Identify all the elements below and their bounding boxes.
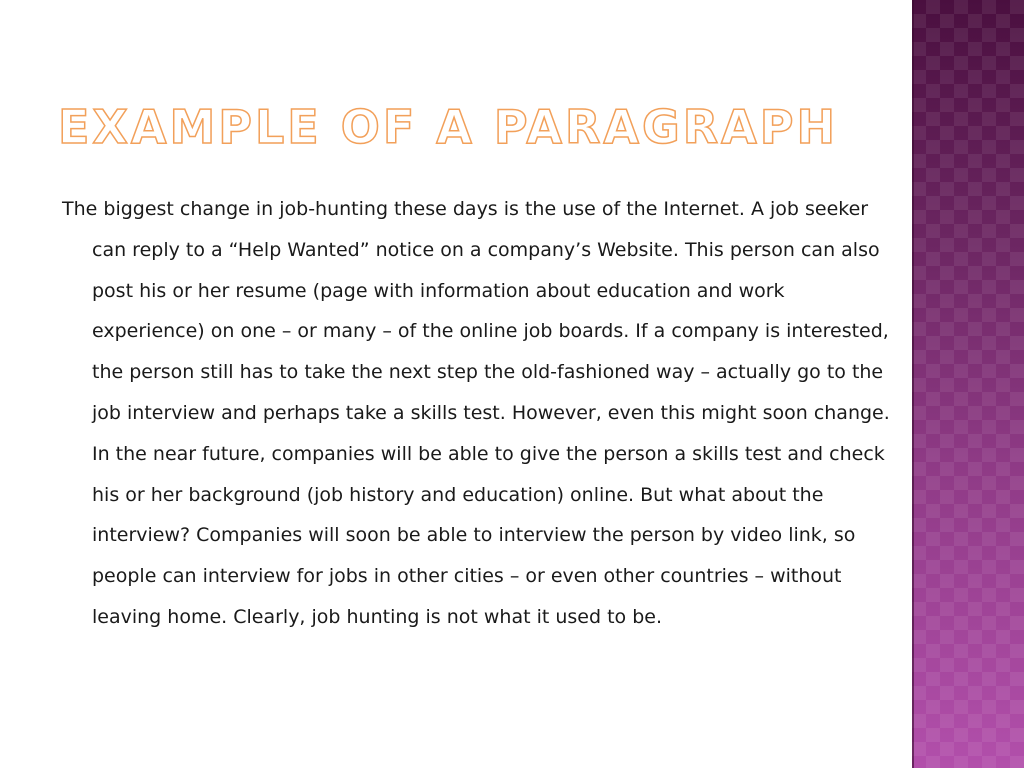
slide-title: EXAMPLE OF A PARAGRAPH: [58, 100, 838, 154]
decorative-side-panel: [912, 0, 1024, 768]
paragraph-text: The biggest change in job-hunting these days is the use of the Internet. A job seeker can reply to a “Help Wanted” notice on a company’s Website. This person can also post his or her resume (page with information about education and work experience) on one – or many – of the online job boards. If a company is interested, the person still has to take the next step the old-fashioned way – actually go to the job interview and perhaps take a skills test. However, even this might soon change. In the near future, companies will be able to give the person a skills test and check his or her background (job history and education) online. But what about the interview? Companies will soon be able to interview the person by video link, so people can interview for jobs in other cities – or even other countries – without leaving home. Clearly, job hunting is not what it used to be.: [62, 198, 890, 628]
diamond-pattern: [912, 0, 1024, 768]
panel-divider: [912, 0, 914, 768]
